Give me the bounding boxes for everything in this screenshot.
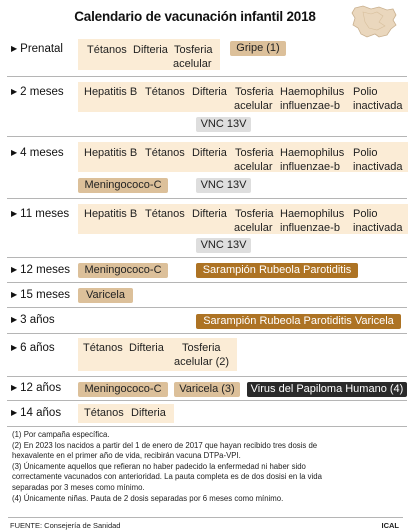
arrow-icon: ▶ — [11, 265, 18, 274]
vaccine-varicela: Varicela — [78, 288, 133, 303]
arrow-icon: ▶ — [11, 209, 18, 218]
vaccine-difteria: Difteria — [129, 342, 164, 354]
footnote: (2) En 2023 los nacidos a partir del 1 de enero de 2017 que hayan recibido tres dosis de — [12, 440, 318, 450]
vaccine-polio: Polio — [353, 147, 378, 159]
source-text: FUENTE: Consejería de Sanidad — [10, 521, 121, 530]
vaccine-tetanos: Tétanos — [84, 407, 124, 419]
vaccine-influenzae-b: influenzae-b — [280, 161, 340, 173]
vaccine-acelular: acelular — [234, 100, 273, 112]
age-label: ▶ 11 meses — [11, 208, 70, 220]
arrow-icon: ▶ — [11, 44, 18, 53]
arrow-icon: ▶ — [11, 383, 18, 392]
vaccine-haemophilus: Haemophilus — [280, 208, 345, 220]
vaccine-haemophilus: Haemophilus — [280, 86, 345, 98]
vaccine-haemophilus: Haemophilus — [280, 147, 345, 159]
arrow-icon: ▶ — [11, 315, 18, 324]
row-14-anos — [7, 403, 407, 427]
vaccine-tosferia: Tosferia — [235, 147, 274, 159]
vaccine-difteria: Difteria — [192, 86, 227, 98]
vaccine-vnc-13v: VNC 13V — [196, 117, 251, 132]
page-title: Calendario de vacunación infantil 2018 — [74, 9, 316, 24]
age-label: ▶ 3 años — [11, 314, 55, 326]
footnotes — [12, 430, 404, 504]
vaccine-gripe: Gripe (1) — [230, 41, 286, 56]
vaccine-influenzae-b: influenzae-b — [280, 222, 340, 234]
vaccine-difteria: Difteria — [133, 44, 168, 56]
age-label: ▶ 12 meses — [11, 264, 71, 276]
vaccine-difteria: Difteria — [192, 147, 227, 159]
vaccine-difteria: Difteria — [192, 208, 227, 220]
vaccine-acelular: acelular — [173, 58, 212, 70]
age-label: ▶ Prenatal — [11, 43, 63, 55]
vaccine-acelular-2: acelular (2) — [174, 356, 230, 368]
footnote: hexavalente en el primer año de vida, recibirán vacuna DTPa-VPI. — [12, 451, 241, 461]
vaccine-polio: Polio — [353, 86, 378, 98]
vaccine-varicela-3: Varicela (3) — [174, 382, 240, 397]
vaccine-vnc-13v: VNC 13V — [196, 238, 251, 253]
footnote: (4) Únicamente niñas. Pauta de 2 dosis separadas por 6 meses como mínimo. — [12, 493, 284, 503]
age-label: ▶ 15 meses — [11, 289, 71, 301]
vaccine-tosferia: Tosferia — [235, 86, 274, 98]
arrow-icon: ▶ — [11, 87, 18, 96]
row-prenatal — [7, 37, 407, 77]
footer — [8, 517, 403, 530]
footnote: correctamente vacunados con anterioridad. La pauta completa es de dos dosisi en la vida — [12, 472, 322, 482]
row-2-meses — [7, 80, 407, 137]
vaccine-sarampion-rubeola-parotiditis: Sarampión Rubeola Parotiditis — [196, 263, 358, 278]
brand-logo: ICAL — [381, 521, 399, 530]
vaccine-tetanos: Tétanos — [145, 147, 185, 159]
age-label: ▶ 6 años — [11, 342, 55, 354]
castilla-leon-map-icon — [349, 4, 399, 40]
vaccine-inactivada: inactivada — [353, 222, 403, 234]
vaccine-tetanos: Tétanos — [87, 44, 127, 56]
vaccine-acelular: acelular — [234, 161, 273, 173]
vaccine-meningococo-c: Meningococo-C — [78, 178, 168, 193]
vaccine-hepatitis-b: Hepatitis B — [84, 147, 138, 159]
row-15-meses — [7, 286, 407, 308]
vaccine-tetanos: Tétanos — [83, 342, 123, 354]
footnote: (1) Por campaña específica. — [12, 430, 110, 439]
age-label: ▶ 2 meses — [11, 86, 64, 98]
row-12-meses — [7, 261, 407, 283]
vaccine-tosferia: Tosferia — [235, 208, 274, 220]
vaccine-meningococo-c: Meningococo-C — [78, 382, 168, 397]
vaccine-inactivada: inactivada — [353, 161, 403, 173]
vaccine-sarampion-rubeola-parotiditis-varicela: Sarampión Rubeola Parotiditis Varicela — [196, 314, 401, 329]
row-3-anos — [7, 311, 407, 334]
age-label: ▶ 12 años — [11, 382, 62, 394]
vaccine-hepatitis-b: Hepatitis B — [84, 208, 138, 220]
vaccine-acelular: acelular — [234, 222, 273, 234]
arrow-icon: ▶ — [11, 408, 18, 417]
vaccine-meningococo-c: Meningococo-C — [78, 263, 168, 278]
row-6-anos — [7, 337, 407, 377]
arrow-icon: ▶ — [11, 343, 18, 352]
arrow-icon: ▶ — [11, 148, 18, 157]
vaccine-inactivada: inactivada — [353, 100, 403, 112]
arrow-icon: ▶ — [11, 290, 18, 299]
footnote: (3) Únicamente aquellos que refieran no haber padecido la enfermedad ni haber sido — [12, 461, 306, 471]
vaccine-hepatitis-b: Hepatitis B — [84, 86, 138, 98]
vaccine-tetanos: Tétanos — [145, 86, 185, 98]
vaccine-tetanos: Tétanos — [145, 208, 185, 220]
row-4-meses — [7, 140, 407, 199]
vaccine-tosferia: Tosferia — [182, 342, 221, 354]
age-label: ▶ 4 meses — [11, 147, 64, 159]
vaccine-tosferia: Tosferia — [174, 44, 213, 56]
row-11-meses — [7, 202, 407, 258]
row-12-anos — [7, 380, 407, 401]
vaccine-polio: Polio — [353, 208, 378, 220]
footnote: separadas por 3 meses como mínimo. — [12, 482, 145, 492]
age-label: ▶ 14 años — [11, 407, 62, 419]
vaccine-papiloma-humano: Virus del Papiloma Humano (4) — [247, 382, 407, 397]
vaccine-difteria: Difteria — [131, 407, 166, 419]
vaccine-vnc-13v: VNC 13V — [196, 178, 251, 193]
vaccine-influenzae-b: influenzae-b — [280, 100, 340, 112]
